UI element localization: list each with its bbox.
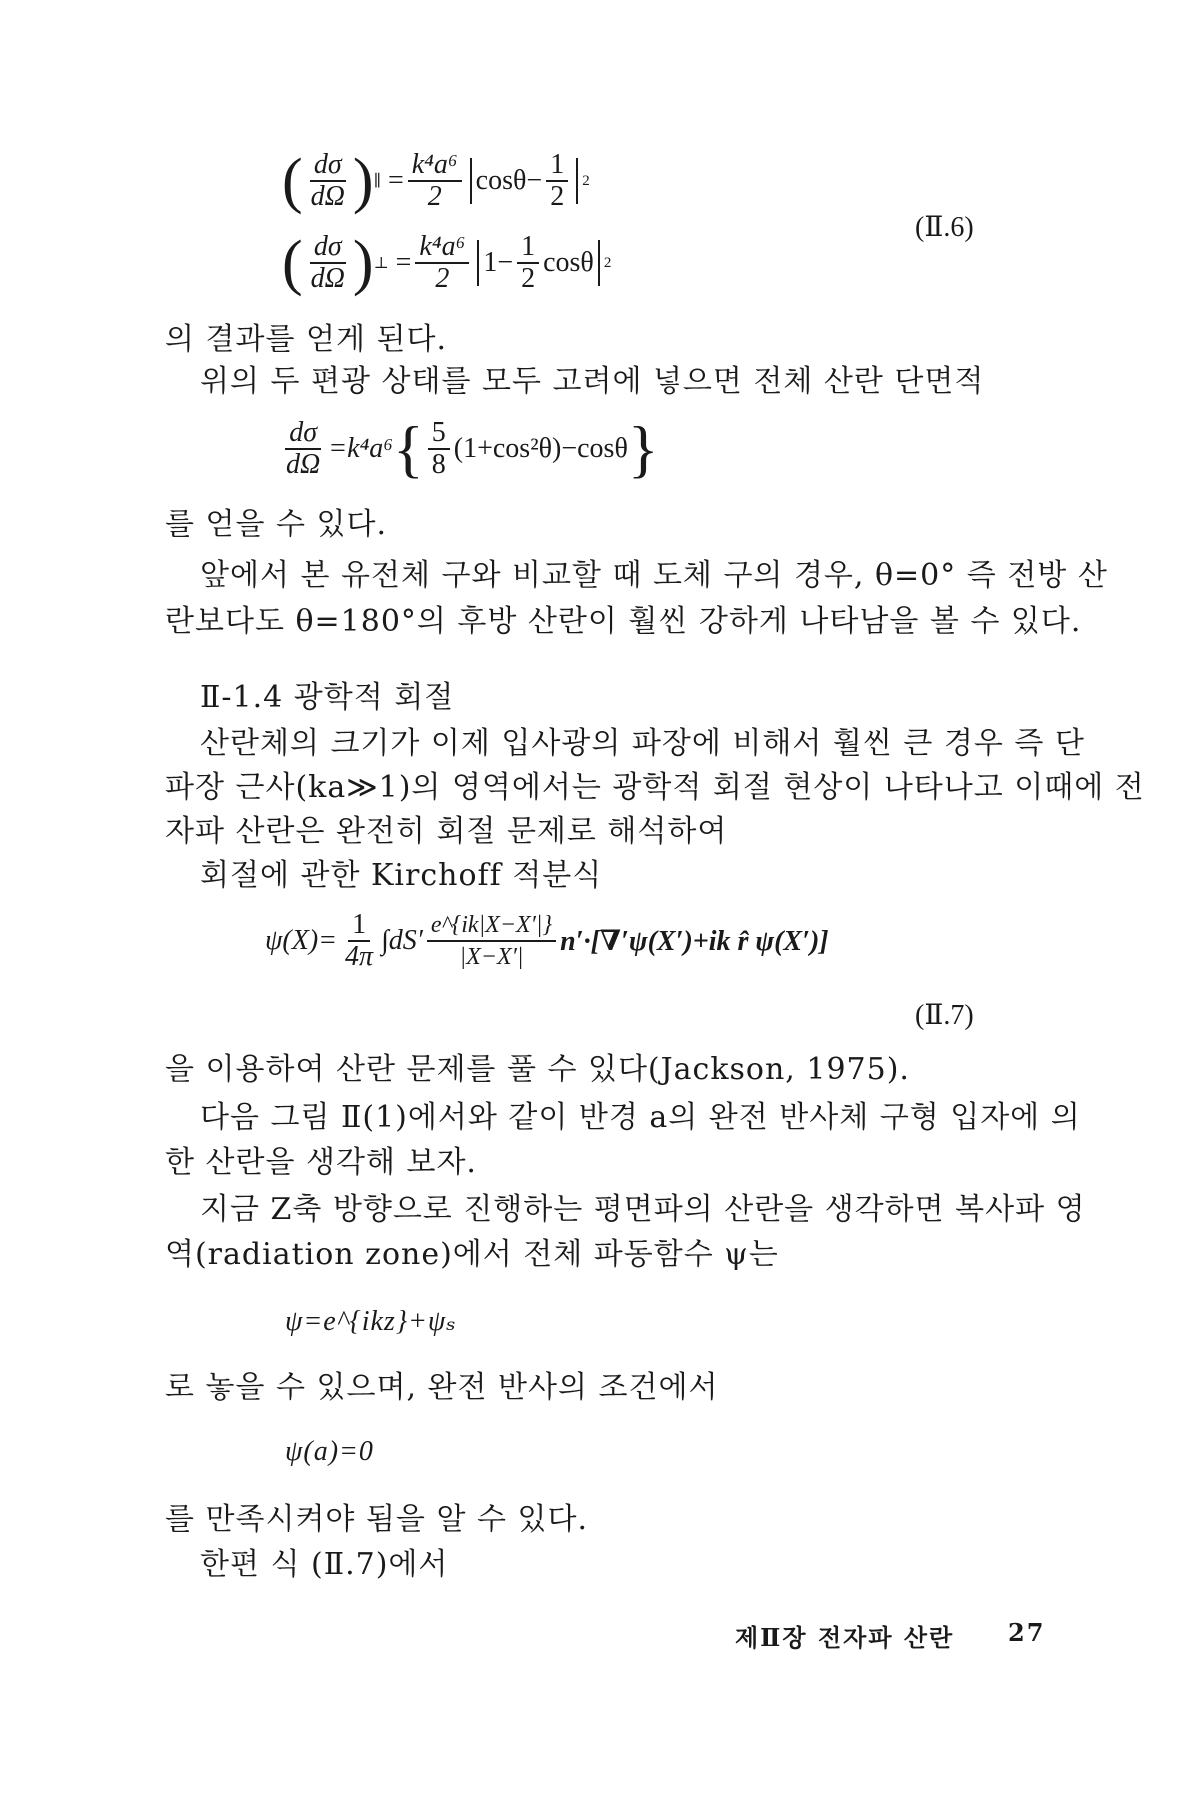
paragraph-comparison-line1: 앞에서 본 유전체 구와 비교할 때 도체 구의 경우, θ=0° 즉 전방 산 [200, 558, 1108, 593]
one-over-4pi-fraction: $\frac{1}{4\pi}$ [345, 909, 374, 972]
coef-fraction: $\frac{\text{k⁴a⁶}}{2}$ [415, 232, 469, 294]
equation-wave-function: ψ=e^{ikz}+ψₛ [285, 1306, 457, 1337]
lhs-fraction: $\frac{d\sigma}{d\Omega}$ [286, 417, 321, 480]
paragraph-boundary-intro: 로 놓을 수 있으며, 완전 반사의 조건에서 [165, 1370, 719, 1405]
section-heading: Ⅱ-1.4 광학적 회절 [200, 680, 455, 715]
half-fraction: $\frac{1}{2}$ [517, 232, 539, 294]
equation-ii7-kirchoff-integral: ψ(X)= $\frac{1}{4\pi}$ ∫dS′ $\frac{e\^{}\{ik|X-X'|\}}{|X-X'|}$ n′·[∇′ψ(X′)+ik r̂ ψ(X′)] [265, 909, 829, 972]
paragraph-from-equation: 한편 식 (Ⅱ.7)에서 [200, 1547, 449, 1582]
equation-ii6-parallel: ( $\frac{d\sigma}{d\Omega}$ ) ∥ = $\frac{\text{k⁴a⁶}}{2}$ cosθ− $\frac{1}{2}$ 2 [282, 147, 590, 215]
running-footer-chapter: 제Ⅱ장 전자파 산란 [735, 1623, 955, 1652]
equation-total-cross-section: $\frac{d\sigma}{d\Omega}$ =k⁴a⁶ { $\frac{5}{8}$ (1+cos²θ)−cosθ } [278, 418, 659, 480]
paragraph-figure-line2: 한 산란을 생각해 보자. [165, 1145, 477, 1180]
lhs-fraction: $\frac{d\sigma}{d\Omega}$ [310, 231, 345, 294]
page-number: 27 [1008, 1618, 1046, 1647]
five-eighths-fraction: $\frac{5}{8}$ [428, 418, 450, 480]
equation-label-ii6: (Ⅱ.6) [915, 212, 974, 243]
paragraph-jackson: 을 이용하여 산란 문제를 풀 수 있다(Jackson, 1975). [165, 1052, 910, 1087]
paragraph-diffraction-line3: 자파 산란은 완전히 회절 문제로 해석하여 [165, 814, 728, 849]
paragraph-comparison-line2: 란보다도 θ=180°의 후방 산란이 훨씬 강하게 나타남을 볼 수 있다. [165, 604, 1082, 639]
equation-label-ii7: (Ⅱ.7) [915, 1000, 974, 1031]
equation-boundary-condition: ψ(a)=0 [285, 1436, 374, 1467]
paragraph-obtain: 를 얻을 수 있다. [165, 507, 388, 542]
paragraph-plane-wave-line2: 역(radiation zone)에서 전체 파동함수 ψ는 [165, 1237, 779, 1272]
paragraph-polarization: 위의 두 편광 상태를 모두 고려에 넣으면 전체 산란 단면적 [200, 364, 985, 399]
half-fraction: $\frac{1}{2}$ [546, 150, 568, 212]
paragraph-figure-line1: 다음 그림 Ⅱ(1)에서와 같이 반경 a의 완전 반사체 구형 입자에 의 [200, 1100, 1081, 1135]
coef-fraction: $\frac{\text{k⁴a⁶}}{2}$ [408, 150, 462, 212]
paragraph-plane-wave-line1: 지금 Z축 방향으로 진행하는 평면파의 산란을 생각하면 복사파 영 [200, 1192, 1086, 1227]
paragraph-kirchoff: 회절에 관한 Kirchoff 적분식 [200, 858, 603, 893]
lhs-fraction: $\frac{d\sigma}{d\Omega}$ [310, 149, 345, 212]
paragraph-satisfy: 를 만족시켜야 됨을 알 수 있다. [165, 1502, 588, 1537]
paragraph-result: 의 결과를 얻게 된다. [165, 322, 447, 357]
equation-ii6-perpendicular: ( $\frac{d\sigma}{d\Omega}$ ) ⊥ = $\frac{\text{k⁴a⁶}}{2}$ 1− $\frac{1}{2}$ cosθ 2 [282, 229, 612, 297]
paragraph-diffraction-line1: 산란체의 크기가 이제 입사광의 파장에 비해서 훨씬 큰 경우 즉 단 [200, 726, 1085, 761]
paragraph-diffraction-line2: 파장 근사(ka≫1)의 영역에서는 광학적 회절 현상이 나타나고 이때에 전 [165, 770, 1145, 805]
green-function-fraction: $\frac{e\^{}\{ik|X-X'|\}}{|X-X'|}$ [427, 910, 556, 972]
